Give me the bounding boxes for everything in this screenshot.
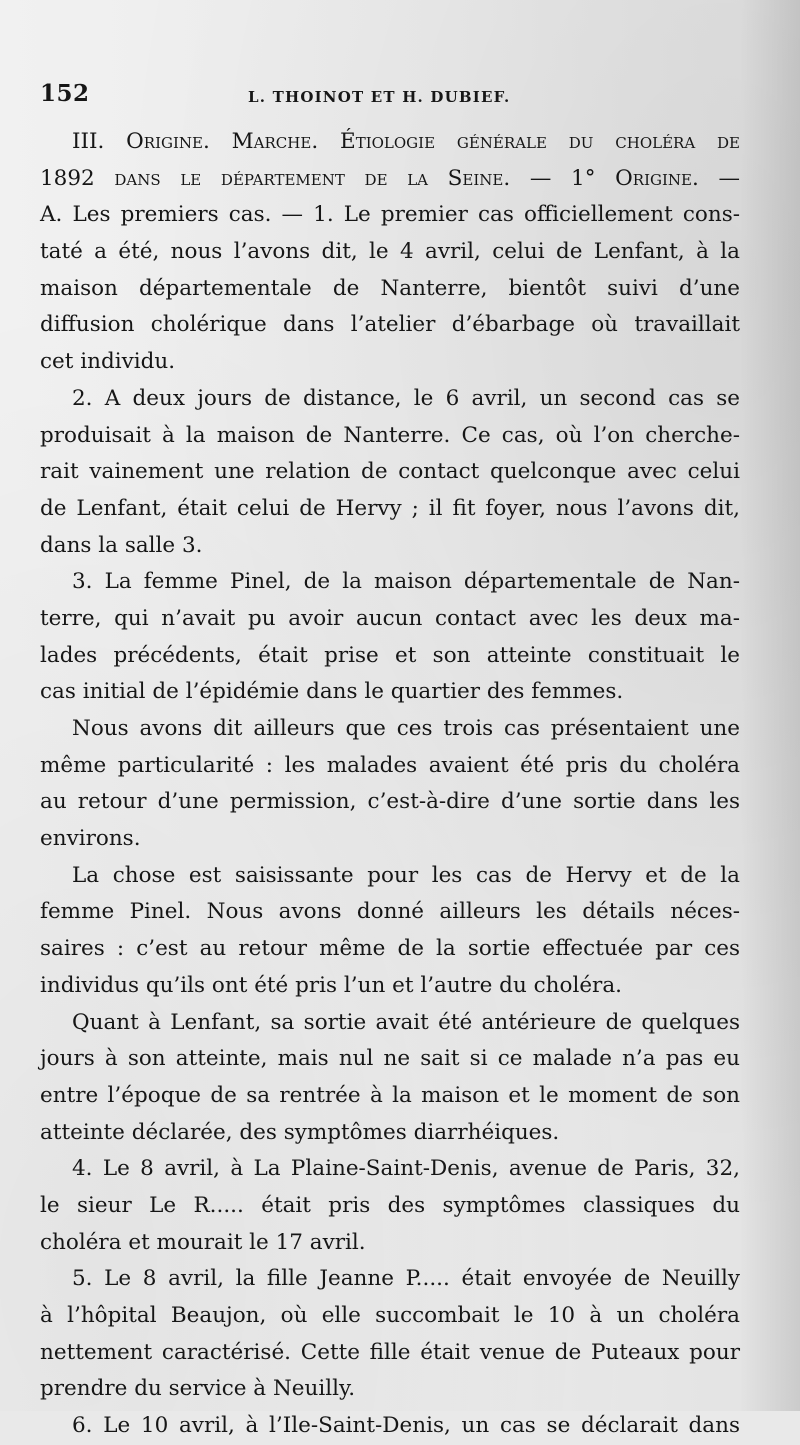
- text-line: rait vainement une relation de contact quelconque avec celui: [40, 459, 740, 485]
- text-line: nettement caractérisé. Cette fille était venue de Puteaux pour: [40, 1339, 740, 1365]
- text-line: produisait à la maison de Nanterre. Ce cas, où l’on cherche-: [40, 422, 740, 448]
- text-line: A. Les premiers cas. — 1. Le premier cas officiellement cons-: [40, 202, 740, 228]
- text-line: 3. La femme Pinel, de la maison départementale de Nan-: [72, 569, 740, 595]
- text-line: choléra et mourait le 17 avril.: [40, 1229, 366, 1255]
- text-line: même particularité : les malades avaient été pris du choléra: [40, 752, 740, 778]
- text-line: La chose est saisissante pour les cas de Hervy et de la: [72, 862, 740, 888]
- text-line: cas initial de l’épidémie dans le quartier des femmes.: [40, 679, 624, 705]
- text-line: au retour d’une permission, c’est-à-dire d’une sortie dans les: [40, 789, 740, 815]
- text-line: prendre du service à Neuilly.: [40, 1376, 356, 1402]
- text-line: Quant à Lenfant, sa sortie avait été antérieure de quelques: [72, 1009, 740, 1035]
- text-line: maison départementale de Nanterre, bientôt suivi d’une: [40, 275, 740, 301]
- text-line: terre, qui n’avait pu avoir aucun contact avec les deux ma-: [40, 605, 740, 631]
- page-header: [40, 80, 755, 116]
- text-line: femme Pinel. Nous avons donné ailleurs les détails néces-: [40, 899, 740, 925]
- text-line: atteinte déclarée, des symptômes diarrhéiques.: [40, 1119, 560, 1145]
- section-heading-line: III. Origine. Marche. Étiologie générale du choléra de: [72, 129, 740, 154]
- text-line: individus qu’ils ont été pris l’un et l’autre du choléra.: [40, 972, 622, 998]
- text-line: lades précédents, était prise et son atteinte constituait le: [40, 642, 740, 668]
- text-line: taté a été, nous l’avons dit, le 4 avril, celui de Lenfant, à la: [40, 239, 740, 265]
- text-line: 5. Le 8 avril, la fille Jeanne P..... était envoyée de Neuilly: [72, 1266, 740, 1292]
- running-head: L. THOINOT ET H. DUBIEF.: [248, 88, 511, 106]
- body-text: [40, 124, 740, 1445]
- text-line: jours à son atteinte, mais nul ne sait si ce malade n’a pas eu: [40, 1046, 740, 1072]
- text-line: le sieur Le R..... était pris des symptômes classiques du: [40, 1192, 740, 1218]
- section-heading-line: 1892 dans le département de la Seine. — 1° Origine. —: [40, 165, 740, 191]
- text-line: dans la salle 3.: [40, 532, 203, 558]
- page-edge-shadow: [740, 0, 800, 1411]
- text-line: 6. Le 10 avril, à l’Ile-Saint-Denis, un cas se déclarait dans: [72, 1413, 740, 1439]
- text-line: diffusion cholérique dans l’atelier d’ébarbage où travaillait: [40, 312, 740, 338]
- text-line: 2. A deux jours de distance, le 6 avril, un second cas se: [72, 385, 740, 411]
- text-line: cet individu.: [40, 349, 176, 375]
- page-number: 152: [40, 80, 90, 107]
- text-line: Nous avons dit ailleurs que ces trois cas présentaient une: [72, 716, 740, 741]
- text-line: entre l’époque de sa rentrée à la maison et le moment de son: [40, 1082, 740, 1108]
- text-line: saires : c’est au retour même de la sortie effectuée par ces: [40, 936, 740, 962]
- text-line: à l’hôpital Beaujon, où elle succombait le 10 à un choléra: [40, 1303, 740, 1328]
- text-line: de Lenfant, était celui de Hervy ; il fit foyer, nous l’avons dit,: [40, 495, 740, 521]
- text-line: 4. Le 8 avril, à La Plaine-Saint-Denis, avenue de Paris, 32,: [72, 1156, 740, 1182]
- text-line: environs.: [40, 826, 141, 852]
